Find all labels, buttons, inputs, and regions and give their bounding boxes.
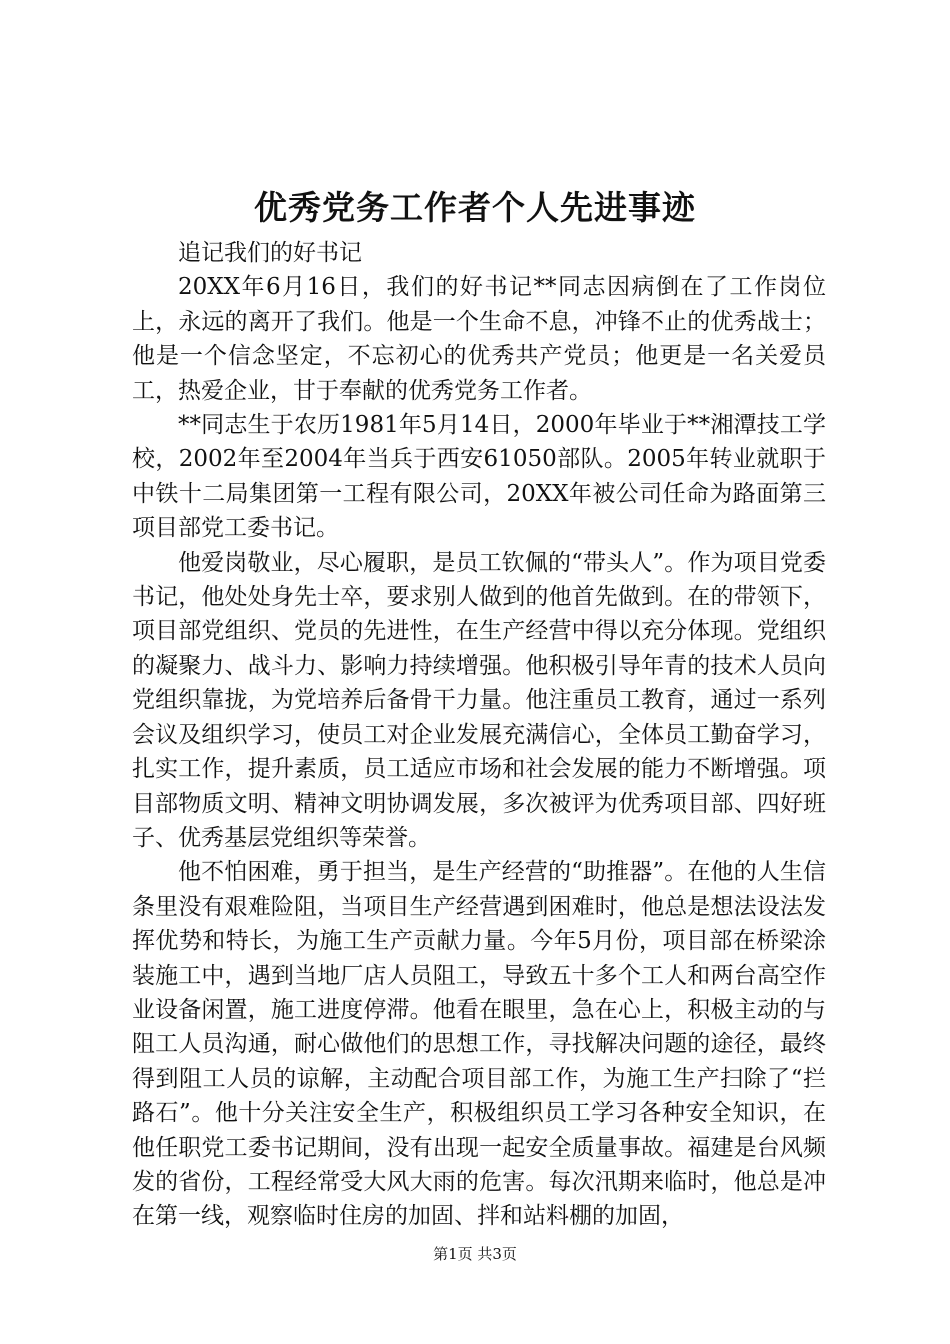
body-paragraph: 20XX年6月16日，我们的好书记**同志因病倒在了工作岗位上，永远的离开了我们。他是一个生命不息，冲锋不止的优秀战士；他是一个信念坚定，不忘初心的优秀共产党员；他更是一名关爱员工，热爱企业，甘于奉献的优秀党务工作者。 <box>132 274 826 404</box>
body-paragraph: 他爱岗敬业，尽心履职，是员工钦佩的“带头人”。作为项目党委书记，他处处身先士卒，要求别人做到的他首先做到。在的带领下，项目部党组织、党员的先进性，在生产经营中得以充分体现。党组织的凝聚力、战斗力、影响力持续增强。他积极引导年青的技术人员向党组织靠拢，为党培养后备骨干力量。他注重员工教育，通过一系列会议及组织学习，使员工对企业发展充满信心，全体员工勤奋学习，扎实工作，提升素质，员工适应市场和社会发展的能力不断增强。项目部物质文明、精神文明协调发展，多次被评为优秀项目部、四好班子、优秀基层党组织等荣誉。 <box>132 549 826 851</box>
body-paragraph: 他不怕困难，勇于担当，是生产经营的“助推器”。在他的人生信条里没有艰难险阻，当项目生产经营遇到困难时，他总是想法设法发挥优势和特长，为施工生产贡献力量。今年5月份，项目部在桥梁涂装施工中，遇到当地厂店人员阻工，导致五十多个工人和两台高空作业设备闲置，施工进度停滞。他看在眼里，急在心上，积极主动的与阻工人员沟通，耐心做他们的思想工作，寻找解决问题的途径，最终得到阻工人员的谅解，主动配合项目部工作，为施工生产扫除了“拦路石”。他十分关注安全生产，积极组织员工学习各种安全知识，在他任职党工委书记期间，没有出现一起安全质量事故。福建是台风频发的省份，工程经常受大风大雨的危害。每次汛期来临时，他总是冲在第一线，观察临时住房的加固、拌和站料棚的加固， <box>132 859 826 1230</box>
page-number-footer: 第1页 共3页 <box>433 1245 517 1263</box>
document-title: 优秀党务工作者个人先进事迹 <box>254 188 696 227</box>
body-paragraph: **同志生于农历1981年5月14日，2000年毕业于**湘潭技工学校，2002年至2004年当兵于西安61050部队。2005年转业就职于中铁十二局集团第一工程有限公司，20XX年被公司任命为路面第三项目部党工委书记。 <box>132 412 826 542</box>
document-body <box>132 236 826 1234</box>
subtitle-paragraph: 追记我们的好书记 <box>178 240 362 266</box>
